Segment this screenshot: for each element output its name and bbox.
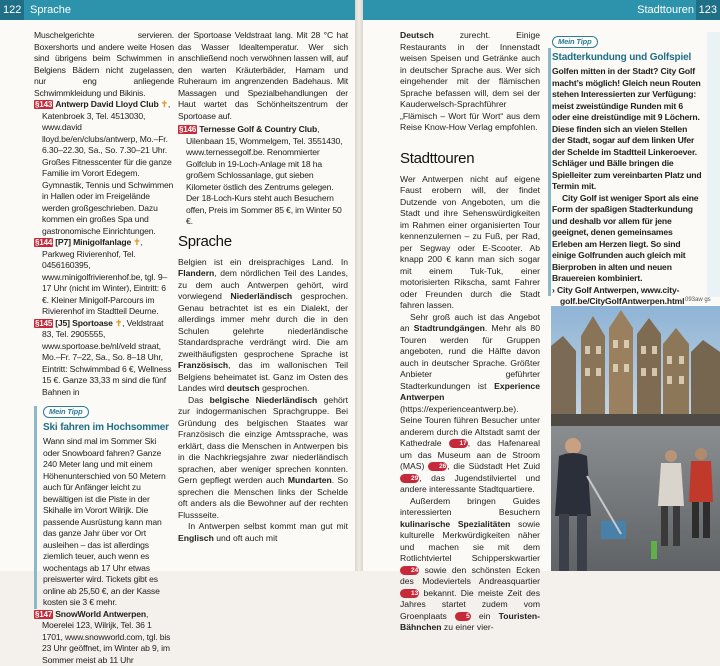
stadttouren-paragraph-3: Außerdem bringen Guides interessierten Besuchern kulinarische Spezialitäten sowie kulturelle Merkwürdigkeiten näher und machen sie mit dem Rotlichtviertel Schipperskwartier 24 sowie den schönsten Ecken des Modeviertels Andreasquartier 13 bekannt. Die meiste Zeit des Jahres startet zudem vom Groenplaats 5 ein Touristen-Bähnchen zu einer vier-	[400, 496, 540, 634]
right-column-1	[400, 30, 540, 634]
left-column-2	[178, 30, 348, 544]
right-column-tip	[552, 36, 702, 308]
photo-credit: 093aw gs	[685, 297, 711, 303]
col2-intro: der Sportoase Veldstraat lang. Mit 28 °C hat das Wasser Idealtemperatur. Wer sich anschließend noch verwöhnen lassen will, auf den warten Kräuterbäder, Hamam und Ruheraum im angrenzenden Badehaus. Mit Massagen und Spezialbehandlungen der Haut wartet das Schönheitszentrum der Sportoase auf.	[178, 30, 348, 122]
map-marker: 24	[400, 566, 419, 575]
entry-text: , Uilenbaan 15, Wommelgem, Tel. 3551430, www.ternessegolf.be. Renommierter Golfclub in 19-Loch-Anlage mit 18 ha großem Schlossanlage, gut sieben Kilometer östlich des Zentrums gelegen. Der 18-Loch-Kurs steht auch Besuchern offen, Preis im Sommer 85 €, im Winter 50 €.	[186, 124, 342, 226]
col1-intro: Muschelgerichte servieren. Boxershorts und andere weite Hosen sind übrigens beim Schwimmen in Belgiens Bädern nicht zugelassen, nur eng anliegende Schwimmkleidung und Bikinis.	[34, 30, 174, 99]
tip-title: Stadterkundung und Golfspiel	[552, 51, 702, 64]
book-gutter	[355, 0, 363, 571]
map-marker: 5	[455, 612, 471, 621]
entry-143	[34, 99, 174, 237]
stadttouren-paragraph-1: Wer Antwerpen nicht auf eigene Faust erobern will, der findet Dutzende von Angeboten, um die Stadt und ihre Sehenswürdigkeiten im Rahmen einer organisierten Tour kennenzulernen – zu Fuß, per Rad, per Segway oder E-Scooter. Ab knapp 200 € kann man sich sogar mit einem Tuk-Tuk, einer motorisierten Rikscha, samt Fahrer oder Freunden durch die Stadt fahren lassen.	[400, 174, 540, 312]
entry-name: Antwerp David Lloyd Club	[55, 99, 158, 109]
entry-name: [P7] Minigolfanlage	[55, 237, 131, 247]
entry-name: [J5] Sportoase	[55, 318, 113, 328]
entry-name: SnowWorld Antwerpen	[55, 609, 146, 619]
section-heading-sprache: Sprache	[178, 233, 348, 251]
left-page-number: 122	[0, 0, 24, 20]
entry-tag: §145	[34, 319, 53, 328]
recommend-icon: ✝	[161, 99, 168, 109]
photo-illustration	[551, 306, 720, 571]
mein-tipp-badge: Mein Tipp	[552, 36, 598, 48]
stadttouren-paragraph-2: Sehr groß auch ist das Angebot an Stadtrundgängen. Mehr als 80 Touren werden für Gruppen angeboten, rund die Hälfte davon auch in deutscher Sprache. Größter Anbieter geführter Stadterkundungen ist Experience Antwerpen (https://experienceantwerp.be). Seine Touren führen Besucher unter anderem durch die Altstadt samt der Kathedrale 17, das Hafenareal um das Museum aan de Stroom (MAS) 26, die Südstadt Het Zuid 29, das Jugendstilviertel und andere interessante Stadtquartiere.	[400, 312, 540, 496]
sprache-paragraph-2: Das belgische Niederländisch gehört zur indogermanischen Sprachgruppe. Bei Gründung des belgischen Staates war Französisch die einzige Amtssprache, was erklärt, dass die Menschen in Antwerpen bis in die Nachkriegsjahre zwar niederländisch sprachen, aber weniger sprechen konnten. Gern gepflegt werden auch Mundarten. So sprechen die Menschen links der Schelde oft anders als die Bewohner auf der rechten Flussseite.	[178, 395, 348, 522]
map-marker: 17	[449, 439, 468, 448]
tip-text: Golfen mitten in der Stadt? City Golf macht’s möglich! Gleich neun Routen stehen Interessierten zur Verfügung: meist zweistündige Runden mit 6 oder eine dreistündige mit 9 Löchern. Diese finden sich an vielen Stellen der Stadt, sogar auf dem linken Ufer der Schelde im Stadtteil Linkeroever. Schläger und Bälle bringen die Spielleiter zum vereinbarten Platz und Termin mit.	[552, 66, 702, 193]
entry-text: , Moerelei 123, Wilrijk, Tel. 36 1 1701, www.snowworld.com, tgl. bis 23 Uhr geöffnet, im Winter ab 9, im Sommer meist ab 11 Uhr	[42, 609, 170, 665]
tip-text: Wann sind mal im Sommer Ski oder Snowboard fahren? Ganze 240 Meter lang und mit einem Höhenunterschied von 50 Metern auch für Anfänger leicht zu bewältigen ist die Piste in der Skihalle im Vorort Wilrijk. Die passende Ausrüstung kann man das ganze Jahr über vor Ort ausleihen – das ist allerdings ziemlich teuer, auch wenn es wochentags ab 17 Uhr etwas preiswerter wird. Tickets gibt es online ab 25,50 €, an der Kasse kosten sie 3 € mehr.	[43, 436, 174, 609]
left-column-1	[34, 30, 174, 666]
recommend-icon: ✝	[133, 237, 140, 247]
tip-title: Ski fahren im Hochsommer	[43, 421, 174, 434]
mein-tipp-badge: Mein Tipp	[43, 406, 89, 418]
tip-text-2: City Golf ist weniger Sport als eine Form der spaßigen Stadterkundung und deshalb vor allem für jene geeignet, denen gemeinsames Erleben am Herzen liegt. So sind einige Golfrunden auch gleich mit Bierproben in alten und neuen Brauereien kombiniert.	[552, 193, 702, 285]
entry-147	[34, 609, 174, 666]
sprache-paragraph-1: Belgien ist ein dreisprachiges Land. In Flandern, dem nördlichen Teil des Landes, zu dem auch Antwerpen gehört, wird vorwiegend Niederländisch gesprochen. Genau betrachtet ist es ein Dialekt, der allerdings immer mehr durch die in den Schulen gelehrte niederländische Standardsprache verdrängt wird. Die am zweithäufigsten gesprochene Sprache ist Französisch, das im wallonischen Teil Belgiens beheimatet ist. Ganz im Osten des Landes wird deutsch gesprochen.	[178, 257, 348, 395]
entry-tag: §147	[34, 610, 53, 619]
entry-text: , Katenbroek 3, Tel. 4513030, www.david lloyd.be/en/clubs/antwerp, Mo.–Fr. 6.30–22.30, Sa., So. 7.30–21 Uhr. Großes Fitnesscenter für die ganze Familie im Vorort Edegem. Gymnastik, Tennis und Schwimmen in Hallen oder im Freigelände werden großgeschrieben. Dazu kommen ein großes Spa und gastronomische Einrichtungen.	[42, 99, 173, 236]
city-golf-entry: › City Golf Antwerpen, www.city-golf.be/CityGolfAntwerpen.html	[552, 285, 702, 308]
entry-145	[34, 318, 174, 399]
map-marker: 26	[428, 462, 447, 471]
right-page-number: 123	[696, 0, 720, 20]
tip-rule	[548, 48, 551, 296]
photo-grote-markt-golf	[551, 306, 720, 571]
entry-146	[178, 124, 348, 228]
map-marker: 13	[400, 589, 419, 598]
right-running-title: Stadttouren	[637, 0, 694, 20]
tip-box-ski	[34, 406, 174, 609]
left-running-title: Sprache	[30, 0, 71, 20]
map-marker: 29	[400, 474, 419, 483]
entry-144	[34, 237, 174, 318]
entry-text: , Veldstraat 83, Tel. 2905555, www.sportoase.be/nl/veld straat, Mo.–Fr. 7–22, Sa., So. 8–18 Uhr, Eintritt: Schwimmbad 6 €, Wellness 15 €. Ganze 33,33 m sind die fünf Bahnen in	[42, 318, 171, 397]
sprache-paragraph-3: In Antwerpen selbst kommt man gut mit Englisch und oft auch mit	[178, 521, 348, 544]
page-edge-strip	[707, 32, 720, 297]
entry-name: Ternesse Golf & Country Club	[199, 124, 317, 134]
col3-intro: Deutsch zurecht. Einige Restaurants in der Innenstadt weisen Speisen und Getränke auch in deutscher Sprache aus. Wer sich eingehender mit der flämischen Sprache befassen will, dem sei der Kauderwelsch-Sprachführer „Flämisch – Wort für Wort“ aus dem Reise Know-How Verlag empfohlen.	[400, 30, 540, 134]
entry-text: , Parkweg Rivierenhof, Tel. 0456160395, www.minigolfrivierenhof.be, tgl. 9–17 Uhr (nicht im Winter), Eintritt: 6 €. Kleiner Minigolf-Parcours im Rivierenhof im Stadtteil Deurne.	[42, 237, 167, 316]
right-page-header	[363, 0, 720, 20]
section-heading-stadttouren: Stadttouren	[400, 150, 540, 168]
entry-arrow-icon: ›	[552, 285, 555, 295]
entry-tag: §146	[178, 125, 197, 134]
entry-tag: §143	[34, 100, 53, 109]
entry-tag: §144	[34, 238, 53, 247]
recommend-icon: ✝	[115, 318, 122, 328]
left-page-header	[0, 0, 355, 20]
